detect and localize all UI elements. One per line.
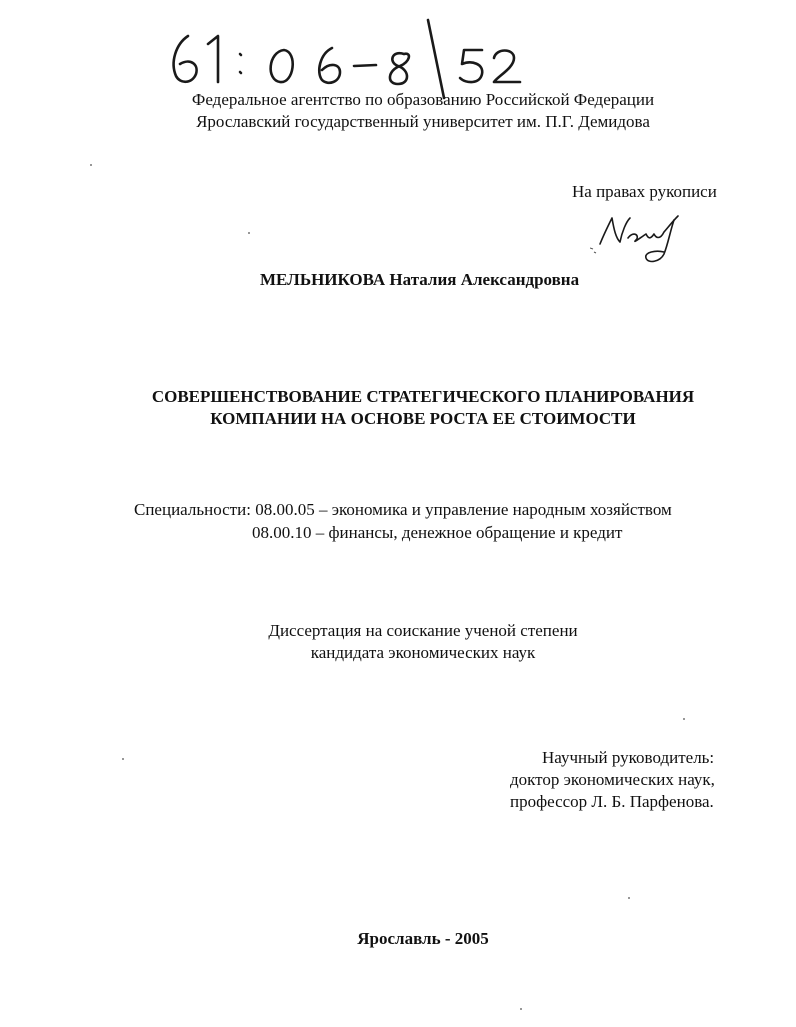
title-line-1: СОВЕРШЕНСТВОВАНИЕ СТРАТЕГИЧЕСКОГО ПЛАНИРОВАНИЯ — [151, 387, 695, 406]
author-signature — [590, 208, 690, 268]
supervisor-degree: доктор экономических наук, — [510, 770, 715, 789]
manuscript-rights-note: На правах рукописи — [572, 182, 717, 201]
author-name: МЕЛЬНИКОВА Наталия Александровна — [260, 270, 580, 289]
supervisor-heading: Научный руководитель: — [542, 748, 715, 767]
specialty-row — [134, 521, 672, 544]
agency-name: Федеральное агентство по образованию Российской Федерации — [191, 90, 655, 109]
supervisor-name: профессор Л. Б. Парфенова. — [510, 792, 714, 811]
dissertation-title — [0, 386, 796, 430]
signature-drawing — [590, 208, 690, 268]
title-line-2: КОМПАНИИ НА ОСНОВЕ РОСТА ЕЕ СТОИМОСТИ — [210, 409, 636, 428]
scan-speck — [90, 164, 92, 166]
organization-header — [0, 89, 796, 133]
specialty-item: 08.00.10 – финансы, денежное обращение и кредит — [252, 523, 623, 542]
degree-line-1: Диссертация на соискание ученой степени — [268, 621, 578, 640]
scan-speck — [248, 232, 250, 234]
specialty-row — [134, 498, 672, 521]
specialties-label: Специальности: — [134, 500, 251, 519]
specialties-block — [134, 498, 672, 544]
scan-speck — [628, 897, 630, 899]
degree-statement — [0, 620, 796, 664]
degree-line-2: кандидата экономических наук — [310, 643, 536, 662]
scan-speck — [683, 718, 685, 720]
scan-speck — [122, 758, 124, 760]
university-name: Ярославский государственный университет им. П.Г. Демидова — [196, 112, 650, 131]
city-year: Ярославль - 2005 — [357, 929, 489, 948]
supervisor-block — [510, 747, 715, 813]
specialty-item: 08.00.05 – экономика и управление народным хозяйством — [255, 500, 672, 519]
scan-speck — [520, 1008, 522, 1010]
